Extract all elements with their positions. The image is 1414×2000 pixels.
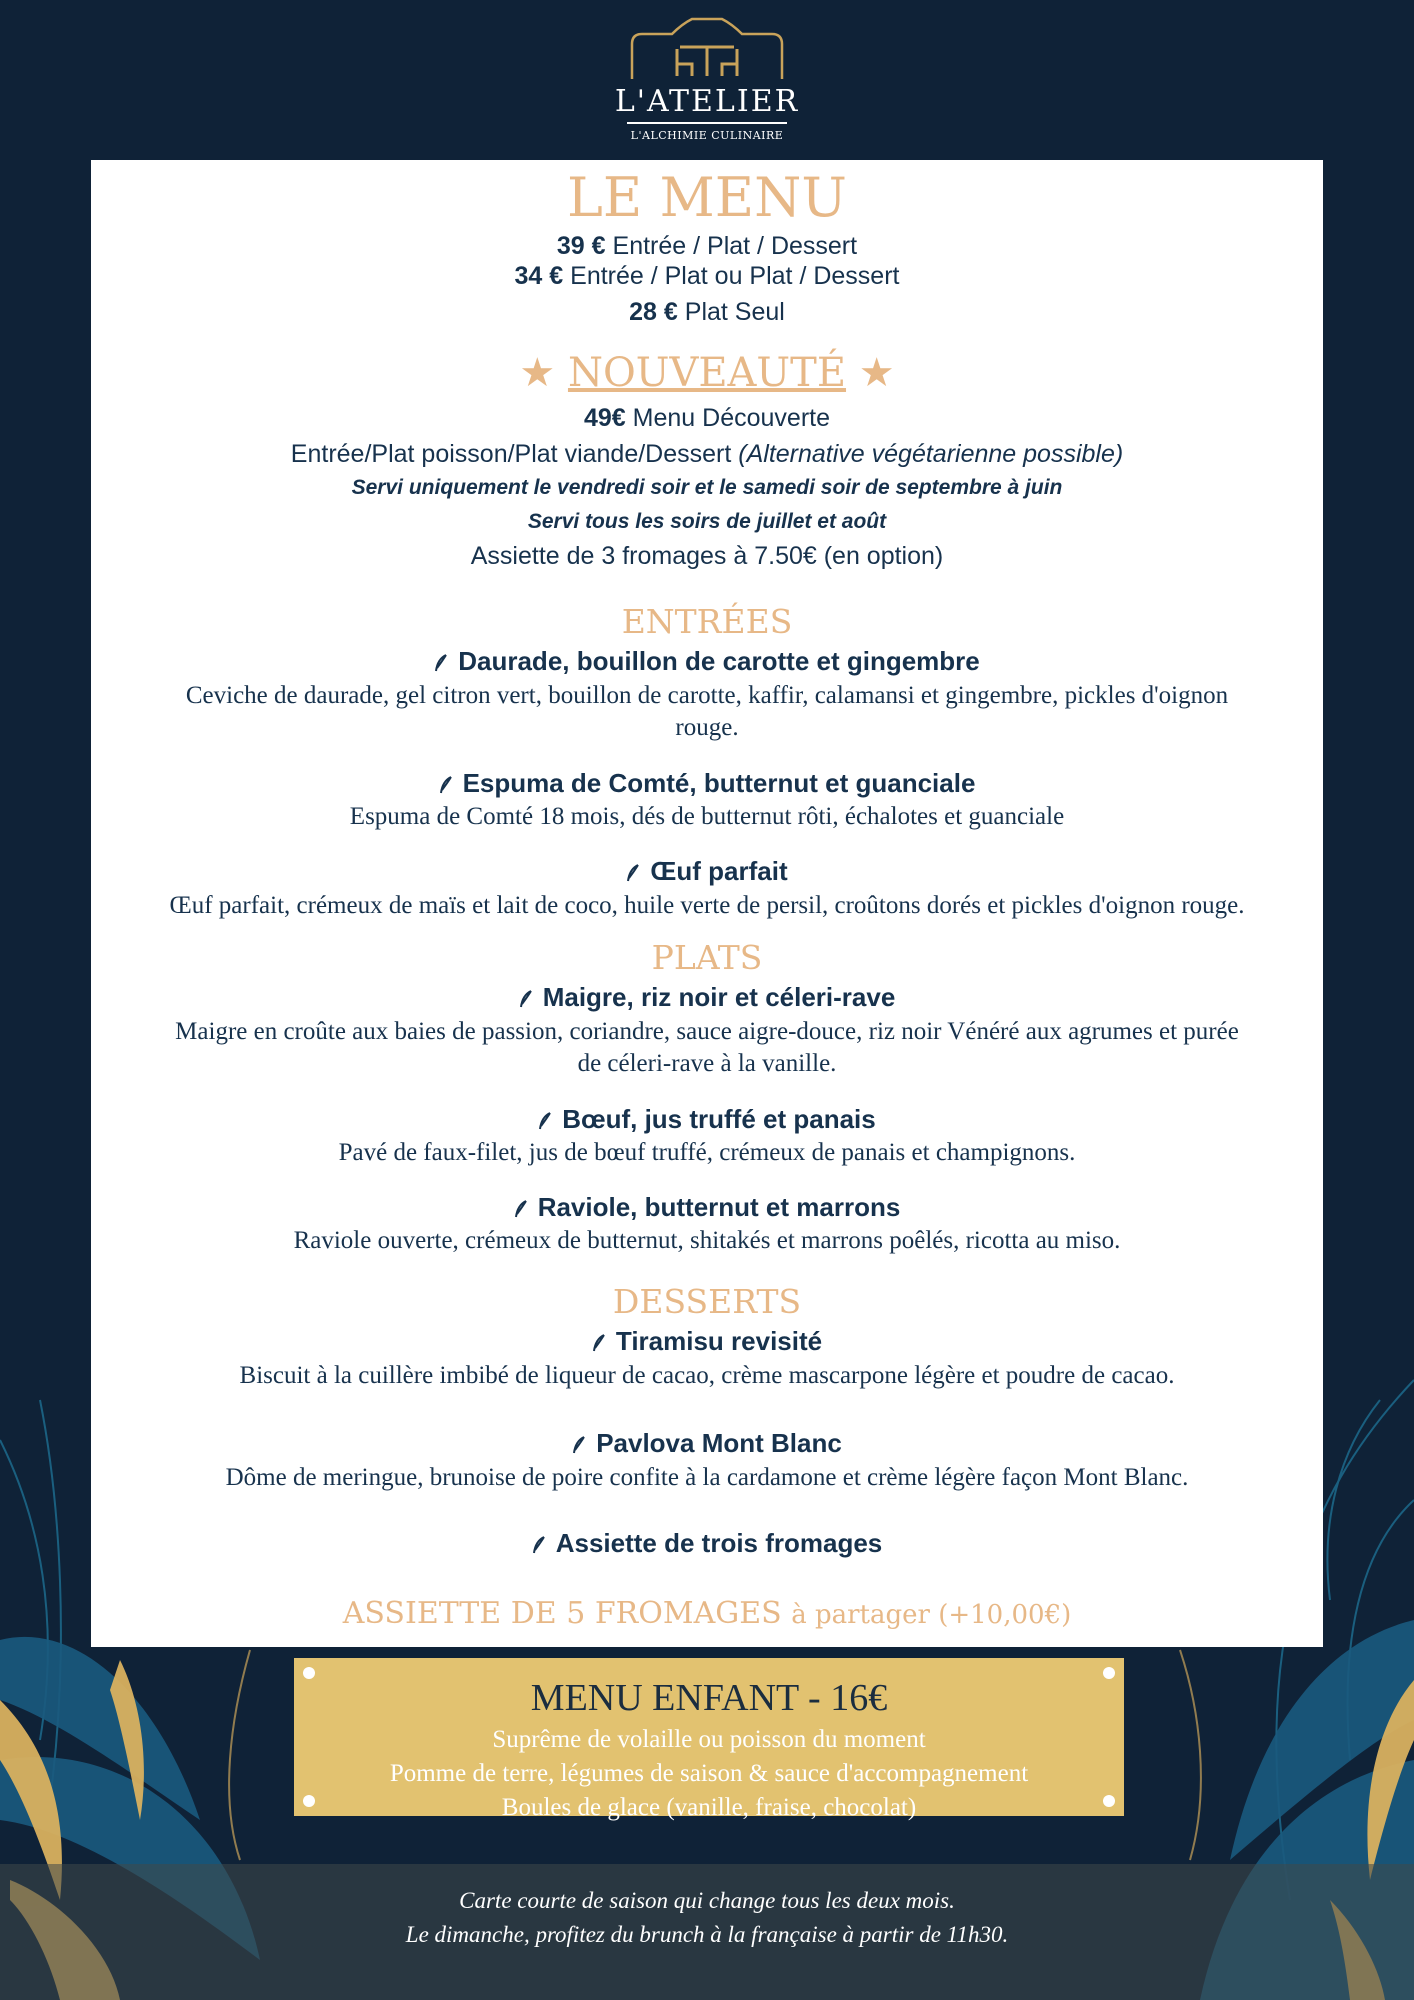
feather-icon (538, 1112, 552, 1130)
logo-divider (627, 122, 787, 124)
feather-icon (572, 1436, 586, 1454)
feather-icon (434, 654, 448, 672)
kids-menu-line: Boules de glace (vanille, fraise, chocolat) (501, 1794, 917, 1821)
dish-title (91, 1326, 1323, 1357)
dish-name: Tiramisu revisité (615, 1326, 823, 1356)
formula-3 (91, 298, 1323, 327)
dish-title (91, 1528, 1323, 1559)
formula-1 (91, 232, 1323, 261)
brand-tagline: L'ALCHIMIE CULINAIRE (630, 129, 784, 142)
discovery-courses (91, 440, 1323, 469)
cheese-share (91, 1596, 1323, 1631)
dish-name: Espuma de Comté, butternut et guanciale (462, 768, 976, 798)
courses-text: Entrée/Plat poisson/Plat viande/Dessert (290, 440, 732, 468)
formula-2 (91, 262, 1323, 291)
dish-description-cont: de céleri-rave à la vanille. (577, 1050, 837, 1077)
discovery-price: 49€ (584, 404, 626, 432)
dish-name: Œuf parfait (650, 856, 788, 886)
star-icon: ★ (519, 350, 556, 396)
menu-card (91, 160, 1323, 1647)
desserts-title: DESSERTS (612, 1282, 802, 1321)
dish-description: Œuf parfait, crémeux de maïs et lait de coco, huile verte de persil, croûtons dorés et pickles d'oignon rouge. (169, 892, 1245, 919)
feather-icon (592, 1334, 606, 1352)
vegetarian-note: (Alternative végétarienne possible) (738, 440, 1124, 468)
footer-note-1: Carte courte de saison qui change tous les deux mois. (459, 1888, 955, 1913)
feather-icon (439, 776, 453, 794)
dish-title (91, 768, 1323, 799)
discovery-menu (91, 404, 1323, 433)
restaurant-logo (607, 14, 807, 144)
dish-name: Daurade, bouillon de carotte et gingembre (458, 646, 980, 676)
brand-name: L'ATELIER (614, 84, 800, 119)
kids-menu-line: Pomme de terre, légumes de saison & sauce d'accompagnement (389, 1760, 1029, 1787)
dish-title (91, 646, 1323, 677)
nouveaute-title: NOUVEAUTÉ (567, 350, 847, 396)
dish-name: Bœuf, jus truffé et panais (562, 1104, 876, 1134)
dish-description: Raviole ouverte, crémeux de butternut, shitakés et marrons poêlés, ricotta au miso. (293, 1227, 1121, 1254)
dish-name: Raviole, butternut et marrons (537, 1192, 901, 1222)
discovery-name: Menu Découverte (632, 404, 830, 432)
formula-price: 34 € (514, 262, 564, 290)
kids-menu-line: Suprême de volaille ou poisson du moment (492, 1726, 926, 1753)
dish-name: Assiette de trois fromages (555, 1528, 883, 1558)
formula-label: Entrée / Plat / Dessert (612, 232, 858, 260)
menu-title: LE MENU (567, 166, 847, 229)
nouveaute-heading (91, 350, 1323, 396)
dish-description: Pavé de faux-filet, jus de bœuf truffé, crémeux de panais et champignons. (338, 1139, 1076, 1166)
star-icon: ★ (858, 350, 895, 396)
feather-icon (626, 864, 640, 882)
feather-icon (519, 990, 533, 1008)
entrees-title: ENTRÉES (621, 602, 793, 641)
dish-description: Biscuit à la cuillère imbibé de liqueur de cacao, crème mascarpone légère et poudre de cacao. (239, 1362, 1175, 1389)
feather-icon (532, 1536, 546, 1554)
kids-menu-box (294, 1658, 1124, 1821)
dish-description: Ceviche de daurade, gel citron vert, bouillon de carotte, kaffir, calamansi et gingembre, pickles d'oignon (185, 682, 1229, 709)
formula-price: 28 € (629, 298, 678, 326)
dish-description-cont: rouge. (675, 714, 739, 741)
formula-price: 39 € (556, 232, 606, 260)
dish-title (91, 982, 1323, 1013)
service-note-1: Servi uniquement le vendredi soir et le samedi soir de septembre à juin (351, 476, 1063, 499)
dish-description: Dôme de meringue, brunoise de poire confite à la cardamone et crème légère façon Mont Blanc. (225, 1464, 1189, 1491)
house-logo-icon (622, 14, 792, 84)
dish-description: Espuma de Comté 18 mois, dés de butternut rôti, échalotes et guanciale (349, 803, 1065, 830)
footer-note-2: Le dimanche, profitez du brunch à la française à partir de 11h30. (405, 1922, 1009, 1947)
feather-icon (514, 1200, 528, 1218)
dish-title (91, 1104, 1323, 1135)
dish-name: Maigre, riz noir et céleri-rave (542, 982, 896, 1012)
dish-description: Maigre en croûte aux baies de passion, coriandre, sauce aigre-douce, riz noir Vénéré aux agrumes et purée (175, 1018, 1239, 1045)
dish-title (91, 1192, 1323, 1223)
dish-title (91, 856, 1323, 887)
cheese-share-title: ASSIETTE DE 5 FROMAGES (342, 1596, 782, 1631)
cheese-option: Assiette de 3 fromages à 7.50€ (en option) (470, 542, 944, 570)
dish-name: Pavlova Mont Blanc (596, 1428, 842, 1458)
formula-label: Entrée / Plat ou Plat / Dessert (570, 262, 900, 290)
kids-menu-title: MENU ENFANT - 16€ (530, 1677, 888, 1719)
service-note-2: Servi tous les soirs de juillet et août (527, 510, 887, 533)
cheese-share-suffix: à partager (+10,00€) (791, 1600, 1072, 1630)
dish-title (91, 1428, 1323, 1459)
formula-label: Plat Seul (684, 298, 785, 326)
plats-title: PLATS (651, 938, 763, 977)
